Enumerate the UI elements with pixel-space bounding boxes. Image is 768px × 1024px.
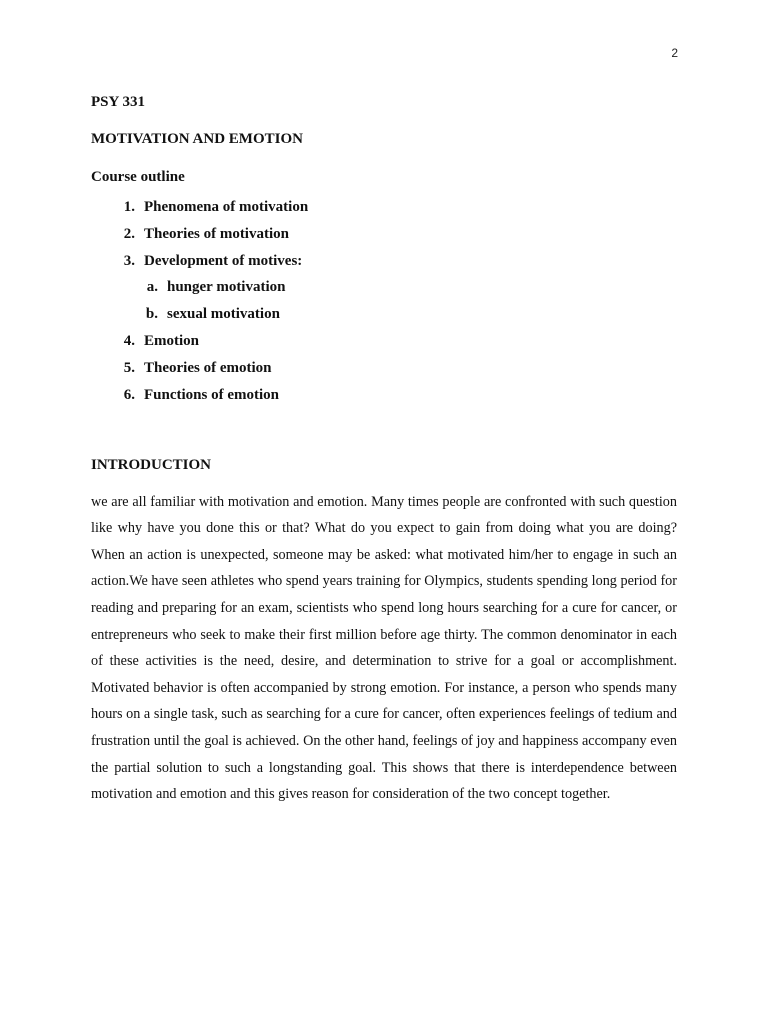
- course-title: MOTIVATION AND EMOTION: [91, 131, 303, 147]
- outline-item: [91, 331, 677, 351]
- outline-item-number: 4.: [123, 332, 135, 349]
- outline-item: [91, 251, 677, 271]
- outline-item-text: Theories of motivation: [144, 225, 289, 242]
- outline-item-text: Emotion: [144, 332, 200, 349]
- course-code: PSY 331: [91, 94, 146, 110]
- outline-item-text: Phenomena of motivation: [144, 199, 309, 215]
- outline-item-text: Theories of emotion: [144, 359, 272, 376]
- outline-item-number: 2.: [123, 225, 135, 242]
- course-outline-list: [91, 197, 677, 405]
- outline-item: [91, 197, 677, 217]
- page-number: 2: [671, 46, 678, 60]
- outline-item-number: 6.: [123, 386, 135, 403]
- outline-subitem: [91, 304, 677, 324]
- outline-item: [91, 358, 677, 378]
- outline-item-text: Functions of emotion: [144, 386, 279, 403]
- outline-subitem-letter: a.: [146, 279, 158, 296]
- outline-item-text: Development of motives:: [144, 252, 303, 269]
- outline-item: [91, 385, 677, 405]
- document-body: [91, 92, 677, 808]
- introduction-paragraph: we are all familiar with motivation and emotion. Many times people are confronted with such question like why have you done this or that? What do you expect to gain from doing what you are doing? When an action is unexpected, someone may be asked: what motivated him/her to engage in such an action.We have seen athletes who spend years training for Olympics, students spending long period for reading and preparing for an exam, scientists who spend long hours searching for a cure for cancer, or entrepreneurs who seek to make their first million before age thirty. The common denominator in each of these activities is the need, desire, and determination to strive for a goal or accomplishment. Motivated behavior is often accompanied by strong emotion. For instance, a person who spends many hours on a single task, such as searching for a cure for cancer, often experiences feelings of tedium and frustration until the goal is achieved. On the other hand, feelings of joy and happiness accompany even the partial solution to such a longstanding goal. This shows that there is interdependence between motivation and emotion and this gives reason for consideration of the two concept together.: [91, 493, 677, 803]
- outline-item: [91, 224, 677, 244]
- outline-subitem-text: sexual motivation: [167, 306, 280, 323]
- outline-subitem-text: hunger motivation: [167, 279, 286, 296]
- outline-item-number: 5.: [123, 359, 135, 376]
- outline-subitem-letter: b.: [145, 306, 158, 323]
- introduction-heading: INTRODUCTION: [91, 456, 212, 473]
- outline-subitem: [91, 277, 677, 297]
- outline-item-number: 3.: [123, 252, 135, 269]
- course-outline-heading: Course outline: [91, 169, 185, 185]
- outline-item-number: 1.: [123, 199, 135, 215]
